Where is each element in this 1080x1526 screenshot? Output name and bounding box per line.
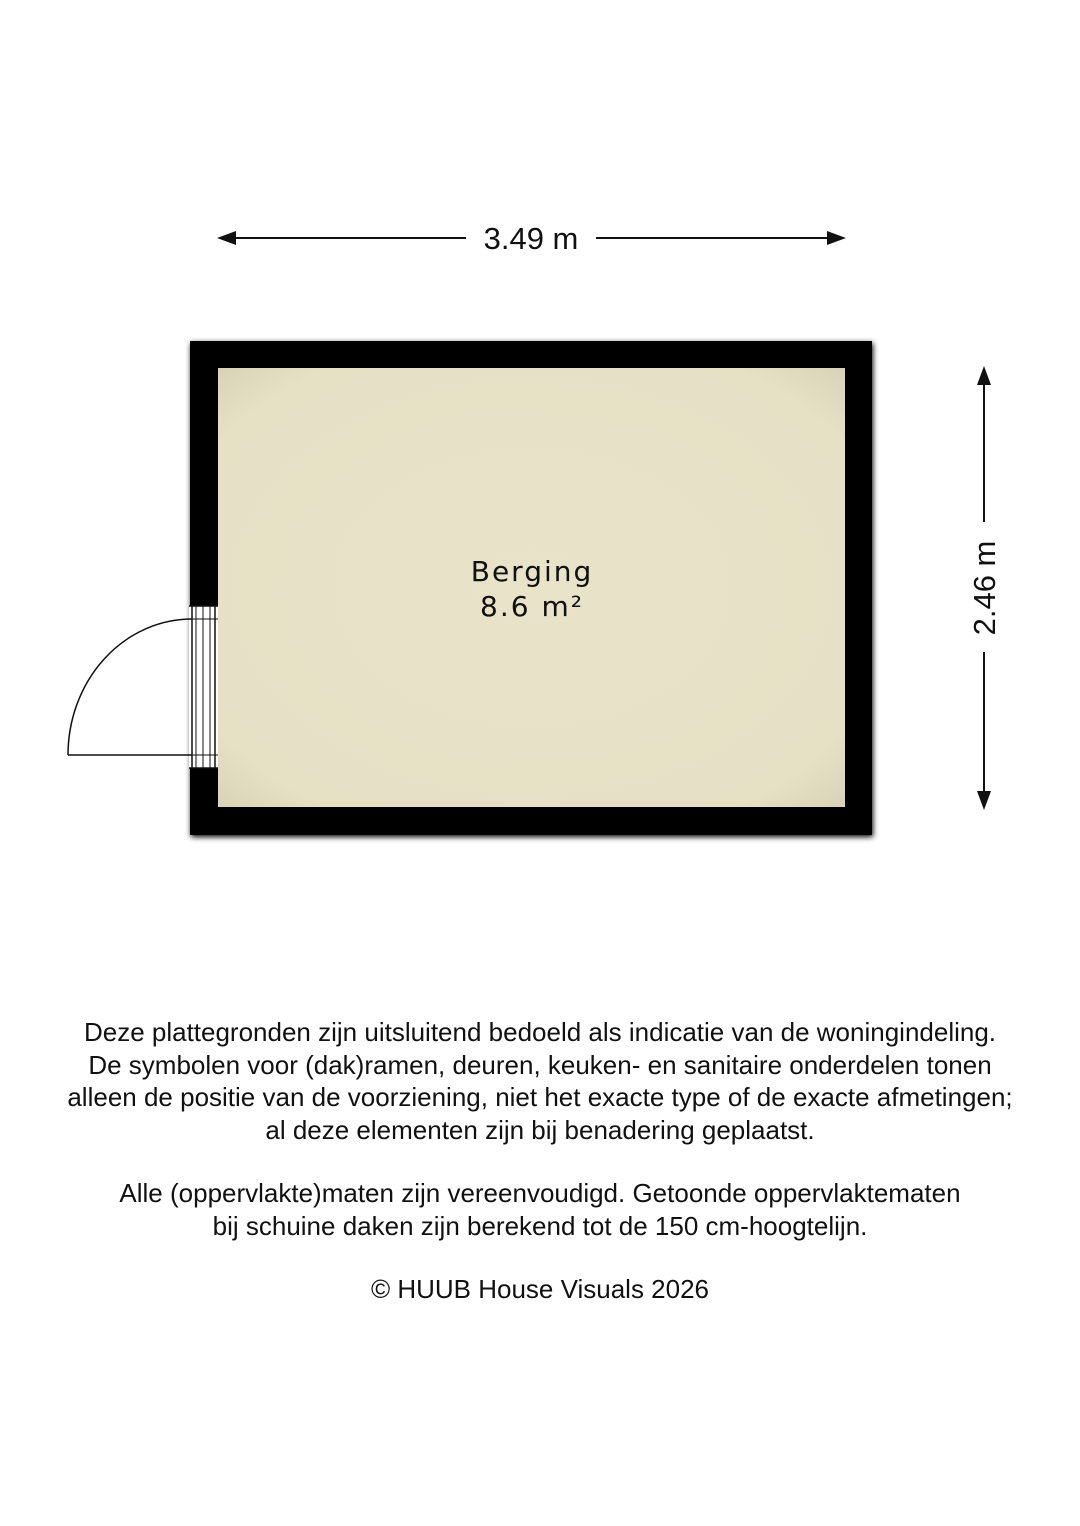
arrow-down-icon: [977, 791, 991, 810]
room-area: 8.6 m²: [480, 590, 584, 623]
disclaimer-line: Deze plattegronden zijn uitsluitend bedoeld als indicatie van de woningindeling.: [83, 1017, 997, 1047]
disclaimer-line: al deze elementen zijn bij benadering geplaatst.: [265, 1114, 815, 1145]
disclaimer-line: bij schuine daken zijn berekend tot de 150 cm-hoogtelijn.: [212, 1210, 868, 1241]
room-name: Berging: [470, 555, 594, 588]
width-dimension: [217, 221, 846, 256]
arrow-left-icon: [217, 231, 236, 245]
arrow-right-icon: [827, 231, 846, 245]
width-label: 3.49 m: [483, 221, 579, 256]
paragraph-spacer: [0, 1146, 1080, 1177]
disclaimer: [0, 1016, 1080, 1306]
door-swing-arc: [68, 619, 192, 755]
disclaimer-line: alleen de positie van de voorziening, niet het exacte type of de exacte afmetingen;: [67, 1082, 1013, 1112]
paragraph-spacer: [0, 1242, 1080, 1273]
door: [68, 606, 218, 768]
height-label: 2.46 m: [967, 540, 1002, 636]
disclaimer-line: De symbolen voor (dak)ramen, deuren, keuken- en sanitaire onderdelen tonen: [88, 1049, 992, 1080]
copyright: © HUUB House Visuals 2026: [370, 1274, 710, 1304]
arrow-up-icon: [977, 366, 991, 385]
height-dimension: [967, 366, 1002, 810]
disclaimer-line: Alle (oppervlakte)maten zijn vereenvoudigd. Getoonde oppervlaktematen: [119, 1178, 961, 1208]
